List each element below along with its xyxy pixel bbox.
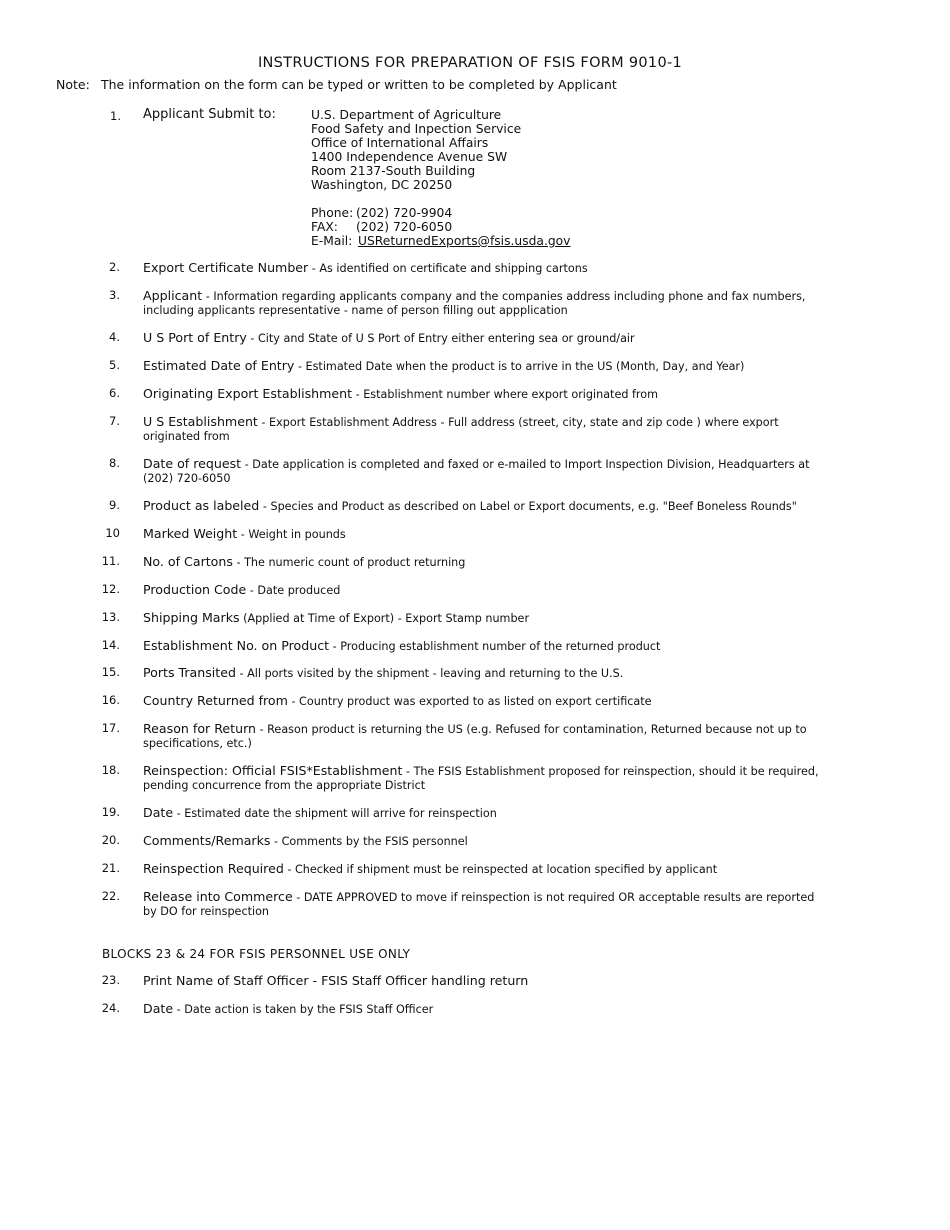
item-term: Print Name of Staff Officer - FSIS Staff Officer handling return — [143, 973, 529, 988]
item-description: - Producing establishment number of the returned product — [329, 640, 661, 653]
item-text — [143, 611, 828, 626]
item-description: - DATE APPROVED to move if reinspection is not required OR acceptable results are reported by DO for reinspection — [143, 891, 815, 918]
item-number: 21. — [101, 861, 120, 875]
item-term: Date — [143, 1001, 174, 1016]
address-line: Room 2137-South Building — [311, 164, 476, 178]
item-number: 6. — [109, 386, 120, 400]
item-term: Product as labeled — [143, 498, 260, 513]
item-text — [143, 527, 828, 542]
item-description: - Checked if shipment must be reinspected at location specified by applicant — [283, 863, 718, 876]
item-number: 24. — [101, 1001, 120, 1015]
item-text — [143, 415, 828, 444]
item-term: Release into Commerce — [143, 889, 293, 904]
item-term: U S Establishment — [143, 414, 258, 429]
item-text — [143, 806, 828, 821]
item-term: Establishment No. on Product — [143, 638, 330, 653]
item-text — [143, 974, 828, 989]
fsis-blocks-heading: BLOCKS 23 & 24 FOR FSIS PERSONNEL USE ONLY — [102, 947, 411, 961]
item-number: 5. — [109, 358, 120, 372]
item-description: - Date action is taken by the FSIS Staff Officer — [173, 1003, 434, 1016]
item-term: Marked Weight — [143, 526, 238, 541]
page-title: INSTRUCTIONS FOR PREPARATION OF FSIS FORM 9010-1 — [257, 55, 683, 71]
item-text — [143, 583, 828, 598]
item-description: - The FSIS Establishment proposed for reinspection, should it be required, pending concurrence from the appropriate District — [143, 765, 819, 792]
item-term: Reason for Return — [143, 721, 257, 736]
item-number: 12. — [101, 582, 120, 596]
item-text — [143, 722, 828, 751]
item-term: Applicant — [143, 288, 203, 303]
phone-value: (202) 720-9904 — [356, 206, 453, 220]
item-term: Production Code — [143, 582, 247, 597]
item-number: 11. — [101, 554, 120, 568]
submit-label: Applicant Submit to: — [143, 107, 276, 122]
item-description: - Estimated date the shipment will arrive for reinspection — [173, 807, 497, 820]
item-text — [143, 261, 828, 276]
item-description: (Applied at Time of Export) - Export Stamp number — [239, 612, 530, 625]
item-description: - The numeric count of product returning — [232, 556, 466, 569]
address-line: 1400 Independence Avenue SW — [311, 150, 508, 164]
item-term: Date — [143, 805, 174, 820]
item-number: 20. — [101, 833, 120, 847]
email-label: E-Mail: — [311, 234, 353, 248]
item-description: - Date produced — [246, 584, 341, 597]
item-number-1: 1. — [110, 109, 121, 123]
item-text — [143, 359, 828, 374]
address-line: Office of International Affairs — [311, 136, 489, 150]
note-text: The information on the form can be typed or written to be completed by Applicant — [101, 77, 617, 92]
item-number: 2. — [109, 260, 120, 274]
item-text — [143, 764, 828, 793]
item-term: Shipping Marks — [143, 610, 240, 625]
phone-line — [311, 206, 570, 220]
item-text — [143, 457, 828, 486]
item-term: Country Returned from — [143, 693, 288, 708]
address-line: U.S. Department of Agriculture — [311, 108, 502, 122]
item-number: 16. — [101, 693, 120, 707]
address-line: Washington, DC 20250 — [311, 178, 453, 192]
item-text — [143, 331, 828, 346]
item-number: 10 — [105, 526, 120, 540]
item-description: - Estimated Date when the product is to arrive in the US (Month, Day, and Year) — [294, 360, 745, 373]
item-number: 4. — [109, 330, 120, 344]
item-number: 17. — [101, 721, 120, 735]
email-line — [311, 234, 570, 248]
item-text — [143, 890, 828, 919]
item-number: 13. — [101, 610, 120, 624]
item-number: 9. — [109, 498, 120, 512]
item-term: U S Port of Entry — [143, 330, 247, 345]
item-text — [143, 555, 828, 570]
item-text — [143, 639, 828, 654]
note — [56, 77, 617, 92]
phone-label: Phone: — [311, 206, 354, 220]
item-description: - Information regarding applicants company and the companies address including phone and fax numbers, including applicants representative - name of person filling out appplication — [143, 290, 806, 317]
item-text — [143, 666, 828, 681]
item-term: Export Certificate Number — [143, 260, 309, 275]
email-link[interactable]: USReturnedExports@fsis.usda.gov — [358, 234, 571, 248]
item-number: 8. — [109, 456, 120, 470]
submit-address-block — [311, 108, 570, 248]
fax-line — [311, 220, 570, 234]
item-description: - City and State of U S Port of Entry either entering sea or ground/air — [246, 332, 635, 345]
item-number: 15. — [101, 665, 120, 679]
item-description: - Country product was exported to as listed on export certificate — [287, 695, 652, 708]
item-text — [143, 694, 828, 709]
item-term: Reinspection Required — [143, 861, 284, 876]
item-text — [143, 289, 828, 318]
item-description: - Species and Product as described on Label or Export documents, e.g. "Beef Boneless Rounds" — [259, 500, 797, 513]
item-term: Date of request — [143, 456, 242, 471]
item-number: 7. — [109, 414, 120, 428]
fax-label: FAX: — [311, 220, 338, 234]
item-text — [143, 834, 828, 849]
item-description: - Export Establishment Address - Full address (street, city, state and zip code ) where export originated from — [143, 416, 779, 443]
item-description: - As identified on certificate and shipping cartons — [308, 262, 588, 275]
item-description: - Comments by the FSIS personnel — [270, 835, 468, 848]
item-description: - All ports visited by the shipment - leaving and returning to the U.S. — [236, 667, 624, 680]
item-description: - Reason product is returning the US (e.g. Refused for contamination, Returned because not up to specifications, etc.) — [143, 723, 807, 750]
item-term: Ports Transited — [143, 665, 236, 680]
item-number: 18. — [101, 763, 120, 777]
item-term: Originating Export Establishment — [143, 386, 353, 401]
item-term: Estimated Date of Entry — [143, 358, 295, 373]
item-text — [143, 387, 828, 402]
item-text — [143, 499, 828, 514]
item-description: - Weight in pounds — [237, 528, 346, 541]
address-line: Food Safety and Inpection Service — [311, 122, 522, 136]
item-text — [143, 862, 828, 877]
note-label: Note: — [56, 77, 90, 92]
item-term: No. of Cartons — [143, 554, 233, 569]
fax-value: (202) 720-6050 — [356, 220, 453, 234]
item-number: 3. — [109, 288, 120, 302]
item-term: Comments/Remarks — [143, 833, 271, 848]
item-description: - Establishment number where export originated from — [352, 388, 659, 401]
item-number: 19. — [101, 805, 120, 819]
item-number: 22. — [101, 889, 120, 903]
item-number: 14. — [101, 638, 120, 652]
item-text — [143, 1002, 828, 1017]
item-term: Reinspection: Official FSIS*Establishment — [143, 763, 403, 778]
item-description: - Date application is completed and faxed or e-mailed to Import Inspection Division, Headquarters at (202) 720-6050 — [143, 458, 810, 485]
item-number: 23. — [101, 973, 120, 987]
